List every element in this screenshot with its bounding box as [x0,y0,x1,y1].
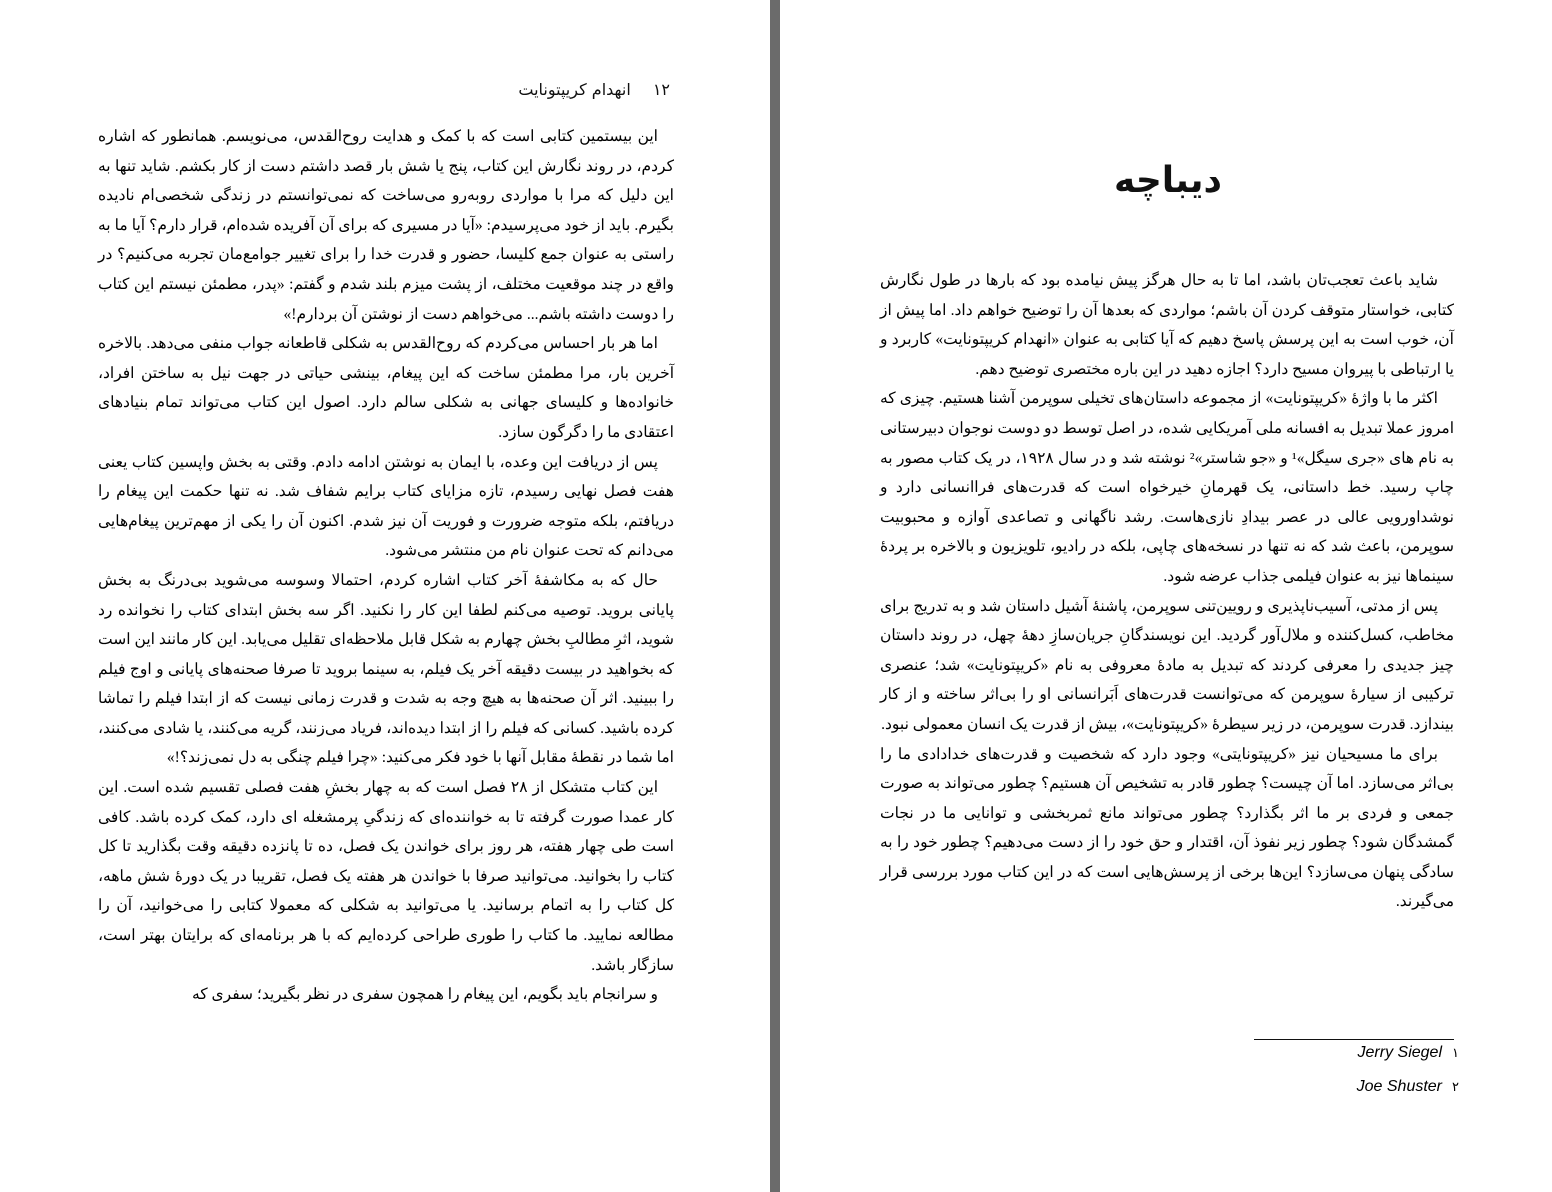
right-body-text [880,266,1454,917]
page-number: ۱۲ [652,80,670,99]
paragraph: پس از دریافت این وعده، با ایمان به نوشتن ادامه دادم. وقتی به بخش واپسین کتاب یعنی هفت فصل نهایی رسیدم، تازه مزایای کتاب برایم شفاف شد. نه تنها حکمت این پیغام را دریافتم، بلکه متوجه ضرورت و فوریت آن نیز شدم. اکنون آن را یکی از مهم‌ترین پیغام‌هایی می‌دانم که تحت عنوان نام من منتشر می‌شود. [98,453,674,560]
paragraph: این کتاب متشکل از ۲۸ فصل است که به چهار بخشِ هفت فصلی تقسیم شده است. این کار عمدا صورت گرفته تا به خواننده‌ای که زندگیِ پرمشغله ای دارد، کمک کرده باشد. کافی است طی چهار هفته، هر روز برای خواندن یک فصل، ده تا پانزده دقیقه وقت بگذارید تا کل کتاب را بخوانید. می‌توانید صرفا با خواندن هر هفته یک فصل، تقریبا در یک دورهٔ شش ماهه، کل کتاب را به اتمام برسانید. یا می‌توانید به شکلی که معمولا کتابی را می‌خوانید، آن را مطالعه نمایید. ما کتاب را طوری طراحی کرده‌ایم که با هر برنامه‌ای که برایتان بهتر است، سازگار باشد. [98,779,674,974]
paragraph: پس از مدتی، آسیب‌ناپذیری و رویین‌تنی سوپرمن، پاشنهٔ آشیل داستان شد و به تدریج برای مخاطب، کسل‌کننده و ملال‌آور گردید. این نویسندگانِ جریان‌سازِ دههٔ چهل، در روند داستان چیز جدیدی را معرفی کردند که تبدیل به مادهٔ معروفی به نام «کریپتونایت» شد؛ عنصری ترکیبی از سیارهٔ سوپرمن که می‌توانست قدرت‌های اَبَرانسانی او را بی‌اثر ساخته و از کار بیندازد. قدرت سوپرمن، در زیر سیطرهٔ «کریپتونایت»، بیش از قدرت یک انسان معمولی نبود. [880,597,1454,733]
running-head [470,80,670,99]
chapter-title: دیباچه [1114,160,1222,201]
footnote-number: ۲ [1452,1079,1459,1094]
footnote-number: ۱ [1452,1045,1459,1060]
running-title: انهدام کریپتونایت [518,80,631,99]
left-body-text [98,122,674,1010]
footnote [1254,1078,1459,1096]
paragraph: و سرانجام باید بگویم، این پیغام را همچون سفری در نظر بگیرید؛ سفری که [191,986,658,1004]
paragraph: شاید باعث تعجب‌تان باشد، اما تا به حال هرگز پیش نیامده بود که بارها در طول نگارش کتابی، خواستار متوقف کردن آن باشم؛ مواردی که بعدها آن را توضیح خواهم داد. اما پیش از آن، خوب است به این پرسش پاسخ دهیم که آیا کتابی به عنوان «انهدام کریپتونایت» کاربرد و یا ارتباطی با پیروان مسیح دارد؟ اجازه دهید در این باره مختصری توضیح دهم. [880,272,1454,378]
footnote-rule [1254,1039,1454,1040]
paragraph: اما هر بار احساس می‌کردم که روح‌القدس به شکلی قاطعانه جواب منفی می‌دهد. بالاخره آخرین بار، مرا مطمئن ساخت که این پیغام، بینشی حیاتی در جهت نیل به ساختن افراد، خانواده‌ها و کلیسای جهانی به شکلی سالم دارد. اصول این کتاب می‌تواند تمام بنیادهای اعتقادی ما را دگرگون سازد. [98,335,674,441]
footnote [1254,1044,1459,1062]
footnote-text: Joe Shuster [1356,1078,1443,1095]
paragraph: این بیستمین کتابی است که با کمک و هدایت روح‌القدس، می‌نویسم. همانطور که اشاره کردم، در روند نگارش این کتاب، پنج یا شش بار قصد داشتم دست از کار بکشم. شاید تنها به این دلیل که مرا با مواردی روبه‌رو می‌ساخت که نمی‌توانستم در زندگی شخصی‌ام نادیده بگیرم. باید از خود می‌پرسیدم: «آیا در مسیری که برای آن آفریده شده‌ام، قرار دارم؟ آیا ما به راستی به عنوان جمع کلیسا، حضور و قدرت خدا را برای تغییر جوامع‌مان تجربه می‌کنیم؟ در واقع در چند موقعیت مختلف، از پشت میزم بلند شدم و گفتم: «پدر، مطمئن نیستم این کتاب را دوست داشته باشم... می‌خواهم دست از نوشتن آن بردارم!» [98,128,674,323]
paragraph: اکثر ما با واژهٔ «کریپتونایت» از مجموعه داستان‌های تخیلی سوپرمن آشنا هستیم. چیزی که امروز عملا تبدیل به افسانه ملی آمریکایی شده، در اصل توسط دو دوست نوجوان دبیرستانی به نام های «جری سیگل»¹ و «جو شاستر»² نوشته شد و در سال ۱۹۲۸، در یک کتاب مصور به چاپ رسید. خط داستانی، یک قهرمانِ خیرخواه است که قدرت‌های فراانسانی دارد و نوشداورویی عالی در عصر بیدادِ نازی‌هاست. رشد ناگهانی و تصاعدی آوازه و محبوبیت سوپرمن، باعث شد که نه تنها در نسخه‌های چاپی، بلکه در رادیو، تلویزیون و بالاخره بر پردهٔ سینماها نیز به عنوان فیلمی جذاب عرضه شود. [880,390,1454,585]
book-gutter [770,0,780,1192]
footnote-text: Jerry Siegel [1357,1044,1443,1061]
paragraph: حال که به مکاشفهٔ آخر کتاب اشاره کردم، احتمالا وسوسه می‌شوید بی‌درنگ به بخش پایانی بروید. توصیه می‌کنم لطفا این کار را نکنید. اگر سه بخش ابتدای کتاب را نخوانده رد شوید، اثرِ مطالبِ بخش چهارم به شکل قابل ملاحظه‌ای تقلیل می‌یابد. این کار مانند این است که بخواهید در بیست دقیقه آخر یک فیلم، به سینما بروید تا صرفا صحنه‌های پایانی و اوج فیلم را ببینید. اثر آن صحنه‌ها به هیچ وجه به شدت و قدرت زمانی نیست که از ابتدا فیلم را تماشا کرده باشید. کسانی که فیلم را از ابتدا دیده‌اند، فریاد می‌زنند، گریه می‌کنند، یا شادی می‌کنند، اما شما در نقطهٔ مقابل آنها با خود فکر می‌کنید: «چرا فیلم چنگی به دل نمی‌زند؟!» [98,571,674,767]
paragraph: برای ما مسیحیان نیز «کریپتونایتی» وجود دارد که شخصیت و قدرت‌های خدادادی ما را بی‌اثر می‌سازد. اما آن چیست؟ چطور قادر به تشخیص آن هستیم؟ چطور می‌تواند به صورت جمعی و فردی بر ما اثر بگذارد؟ چطور می‌تواند مانع ثمربخشی و توانایی ما در نجات گمشدگان شود؟ چطور زیر نفوذ آن، اقتدار و حق خود را از دست می‌دهیم؟ چطور خود را به سادگی پنهان می‌سازد؟ این‌ها برخی از پرسش‌هایی است که در این کتاب مورد بررسی قرار می‌گیرند. [880,745,1454,911]
